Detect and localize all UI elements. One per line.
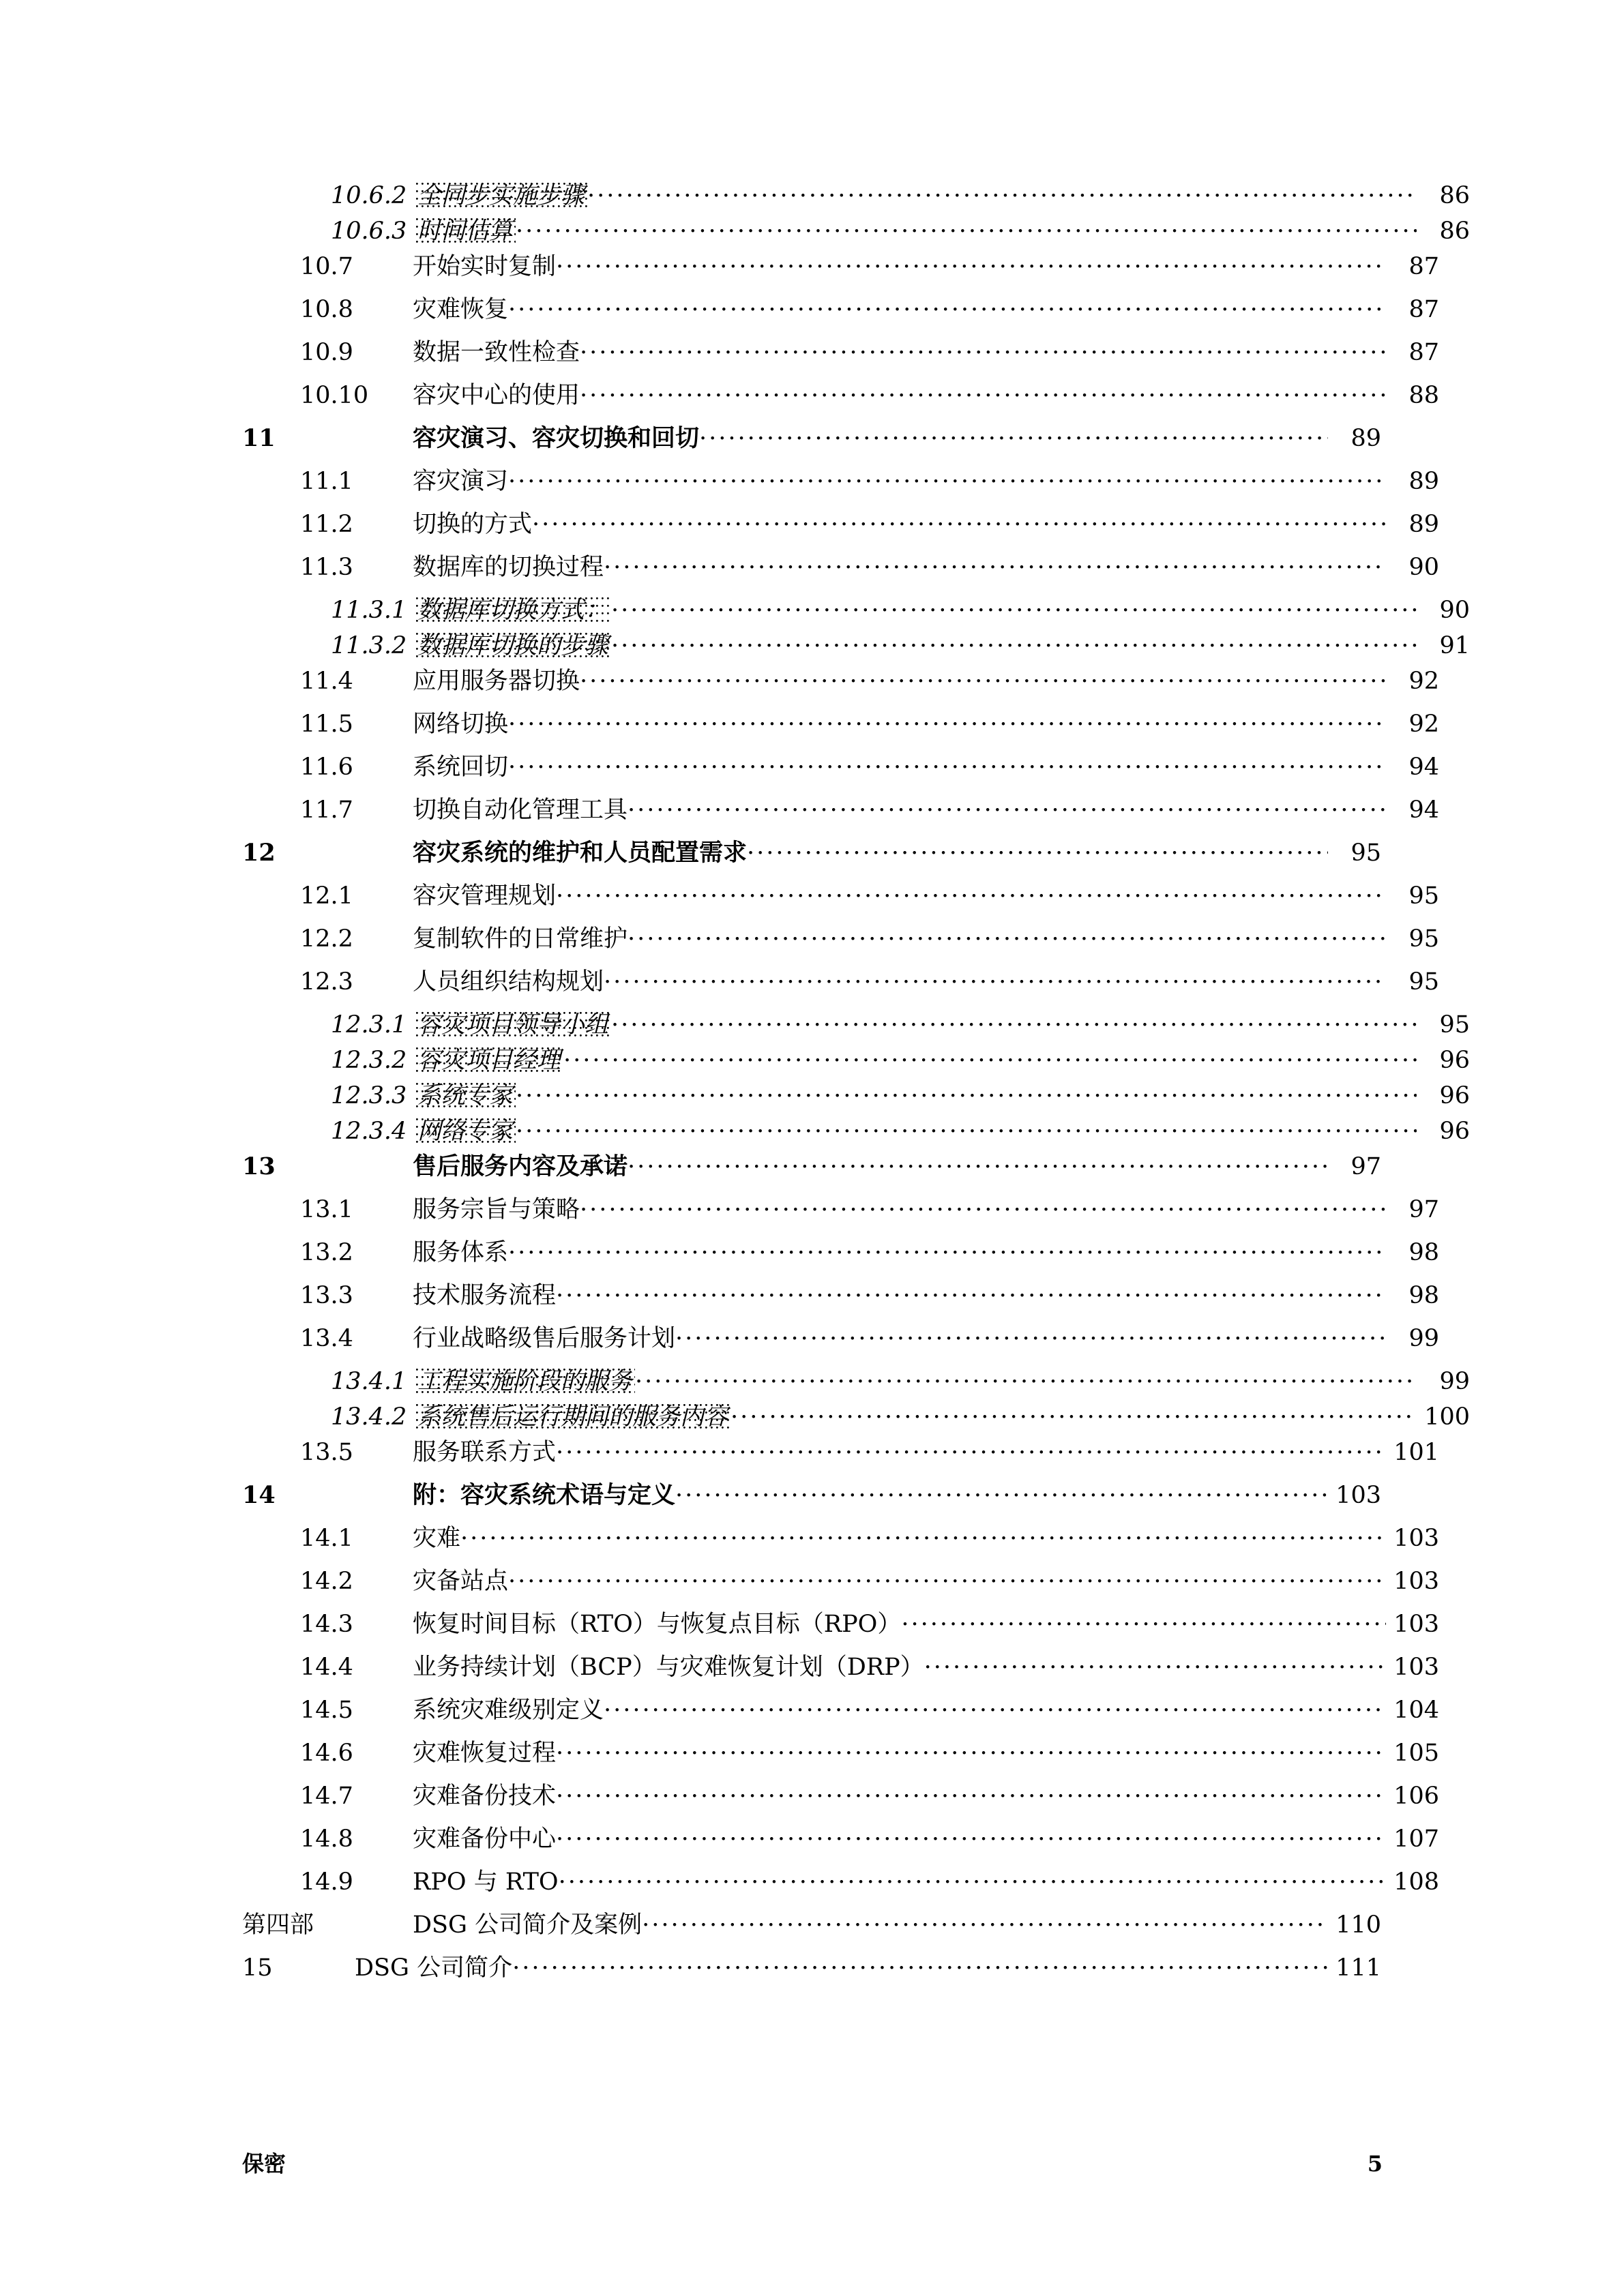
toc-entry-number: 11.7 (300, 796, 353, 824)
toc-entry[interactable] (242, 836, 1381, 879)
toc-entry-page-number: 87 (1408, 296, 1439, 323)
toc-entry-page-number: 90 (1408, 554, 1439, 581)
toc-entry-number: 13.3 (300, 1282, 353, 1309)
toc-dot-leader (508, 750, 1386, 775)
toc-entry-page-number: 99 (1408, 1325, 1439, 1352)
toc-entry-title: 应用服务器切换 (413, 668, 580, 695)
toc-entry[interactable] (242, 378, 1439, 421)
toc-dot-leader (611, 1008, 1417, 1032)
toc-dot-leader (730, 1400, 1417, 1425)
confidentiality-label: 保密 (242, 2151, 286, 2177)
toc-entry[interactable] (242, 664, 1439, 707)
table-of-contents (242, 179, 1470, 1994)
toc-entry-number: 14.9 (300, 1868, 353, 1896)
toc-dot-leader (580, 378, 1386, 403)
toc-entry[interactable] (242, 1008, 1470, 1043)
toc-dot-leader (508, 1564, 1386, 1589)
toc-entry-title: 容灾演习 (413, 468, 509, 495)
toc-entry-title: 服务体系 (413, 1239, 509, 1266)
toc-entry-title: 恢复时间目标（RTO）与恢复点目标（RPO） (413, 1611, 902, 1638)
toc-entry-title: 系统专家 (416, 1083, 516, 1111)
toc-entry-page-number: 107 (1393, 1825, 1439, 1853)
toc-entry-number: 11 (242, 424, 276, 452)
toc-dot-leader (559, 1865, 1386, 1890)
toc-entry-number: 10.6.2 (331, 182, 407, 209)
toc-dot-leader (556, 250, 1386, 274)
toc-entry-title: 技术服务流程 (413, 1282, 557, 1309)
toc-dot-leader (508, 464, 1386, 489)
toc-entry-page-number: 91 (1439, 632, 1470, 659)
toc-entry[interactable] (242, 879, 1439, 922)
toc-entry[interactable] (242, 507, 1439, 550)
toc-dot-leader (556, 1822, 1386, 1847)
toc-entry-number: 12.3 (300, 968, 353, 996)
toc-entry[interactable] (242, 1736, 1439, 1779)
toc-entry-number: 12.1 (300, 882, 353, 910)
toc-entry[interactable] (242, 421, 1381, 464)
toc-dot-leader (516, 1114, 1417, 1139)
toc-entry[interactable] (242, 1236, 1439, 1279)
toc-entry-title: 全同步实施步骤 (416, 183, 587, 211)
toc-entry[interactable] (242, 1865, 1439, 1908)
toc-entry[interactable] (242, 1693, 1439, 1736)
toc-dot-leader (556, 879, 1386, 904)
toc-entry-number: 14.5 (300, 1697, 353, 1724)
toc-entry[interactable] (242, 1114, 1470, 1150)
toc-entry-page-number: 94 (1408, 754, 1439, 781)
toc-dot-leader (635, 1365, 1417, 1389)
toc-dot-leader (460, 1521, 1386, 1546)
toc-entry-title: 系统灾难级别定义 (413, 1697, 604, 1724)
toc-dot-leader (628, 793, 1386, 818)
toc-entry-page-number: 89 (1408, 468, 1439, 495)
toc-entry[interactable] (242, 336, 1439, 378)
toc-entry-number: 11.2 (300, 511, 353, 538)
toc-entry-title: 容灾项目经理 (416, 1047, 563, 1075)
toc-entry-page-number: 92 (1408, 668, 1439, 695)
toc-entry-page-number: 96 (1439, 1047, 1470, 1074)
toc-entry[interactable] (242, 629, 1470, 664)
toc-dot-leader (512, 1951, 1328, 1976)
toc-entry-page-number: 103 (1393, 1654, 1439, 1681)
toc-entry[interactable] (242, 1400, 1470, 1435)
toc-entry-title: 灾难 (413, 1525, 461, 1552)
toc-dot-leader (556, 1736, 1386, 1761)
toc-entry[interactable] (242, 793, 1439, 836)
toc-entry-number: 11.6 (300, 754, 353, 781)
toc-dot-leader (580, 1193, 1386, 1217)
toc-entry-title: 时间估算 (416, 218, 516, 246)
toc-dot-leader (699, 421, 1328, 446)
toc-entry-title: 灾难恢复 (413, 296, 509, 323)
toc-dot-leader (924, 1650, 1386, 1675)
toc-entry-page-number: 98 (1408, 1239, 1439, 1266)
toc-entry-number: 11.4 (300, 668, 353, 695)
toc-dot-leader (675, 1478, 1328, 1503)
toc-dot-leader (516, 214, 1417, 239)
toc-entry-number: 12.3.1 (331, 1011, 407, 1039)
toc-entry[interactable] (242, 1478, 1381, 1521)
toc-dot-leader (628, 1150, 1328, 1174)
toc-dot-leader (611, 593, 1417, 618)
toc-entry-title: 服务宗旨与策略 (413, 1196, 580, 1223)
page-number: 5 (1367, 2151, 1383, 2177)
toc-dot-leader (747, 836, 1328, 861)
toc-entry[interactable] (242, 1607, 1439, 1650)
toc-entry-title: 网络专家 (416, 1118, 516, 1146)
toc-dot-leader (675, 1322, 1386, 1346)
toc-dot-leader (604, 550, 1386, 575)
toc-entry-title: 人员组织结构规划 (413, 968, 604, 996)
toc-entry[interactable] (242, 1322, 1439, 1365)
toc-entry-number: 14.6 (300, 1740, 353, 1767)
toc-entry-number: 14.7 (300, 1783, 353, 1810)
toc-entry-page-number: 87 (1408, 339, 1439, 366)
toc-entry-title: 数据库的切换过程 (413, 554, 604, 581)
toc-entry-number: 第四部 (242, 1911, 314, 1939)
toc-entry-page-number: 97 (1350, 1153, 1381, 1180)
toc-entry-number: 10.8 (300, 296, 353, 323)
page-footer (242, 2147, 1383, 2178)
toc-entry-page-number: 97 (1408, 1196, 1439, 1223)
toc-entry-page-number: 87 (1408, 253, 1439, 280)
toc-entry-number: 10.6.3 (331, 218, 407, 245)
toc-dot-leader (611, 629, 1417, 653)
toc-entry-number: 13.4.2 (331, 1403, 407, 1431)
toc-entry-title: 灾备站点 (413, 1568, 509, 1595)
toc-entry-page-number: 100 (1424, 1403, 1470, 1431)
toc-entry-title: 服务联系方式 (413, 1439, 557, 1466)
toc-entry-page-number: 103 (1335, 1482, 1381, 1509)
toc-dot-leader (508, 707, 1386, 732)
toc-entry-page-number: 103 (1393, 1525, 1439, 1552)
toc-entry[interactable] (242, 250, 1439, 293)
toc-entry[interactable] (242, 750, 1439, 793)
toc-entry-title: 容灾演习、容灾切换和回切 (413, 424, 700, 452)
toc-entry-number: 10.7 (300, 253, 353, 280)
toc-entry-number: 10.9 (300, 339, 353, 366)
toc-entry-page-number: 103 (1393, 1568, 1439, 1595)
toc-entry[interactable] (242, 1043, 1470, 1079)
toc-entry-number: 12.2 (300, 925, 353, 953)
toc-entry-number: 12.3.3 (331, 1082, 407, 1109)
toc-dot-leader (604, 965, 1386, 989)
toc-entry-number: 12.3.2 (331, 1047, 407, 1074)
toc-entry-title: 容灾中心的使用 (413, 382, 580, 409)
toc-entry-title: 容灾系统的维护和人员配置需求 (413, 839, 748, 867)
toc-entry-number: 10.10 (300, 382, 369, 409)
toc-entry-number: 13.5 (300, 1439, 353, 1466)
toc-entry-page-number: 94 (1408, 796, 1439, 824)
toc-entry[interactable] (242, 1951, 1381, 1994)
toc-dot-leader (628, 922, 1386, 946)
toc-entry-title: 工程实施阶段的服务 (416, 1369, 635, 1397)
toc-entry-number: 11.3.2 (331, 632, 407, 659)
toc-entry-number: 12.3.4 (331, 1118, 407, 1145)
toc-entry-title: 行业战略级售后服务计划 (413, 1325, 676, 1352)
toc-entry-title: 网络切换 (413, 711, 509, 738)
toc-entry-page-number: 95 (1408, 882, 1439, 910)
toc-entry-title: 数据库切换的步骤 (416, 633, 611, 661)
toc-entry[interactable] (242, 1650, 1439, 1693)
toc-entry-number: 14.8 (300, 1825, 353, 1853)
toc-entry-number: 11.5 (300, 711, 353, 738)
toc-entry-title: 售后服务内容及承诺 (413, 1152, 628, 1180)
toc-entry-page-number: 95 (1350, 839, 1381, 867)
toc-entry[interactable] (242, 550, 1439, 593)
toc-entry[interactable] (242, 1822, 1439, 1865)
toc-entry-title: 容灾管理规划 (413, 882, 557, 910)
toc-entry-title: 系统售后运行期间的服务内容 (416, 1404, 730, 1432)
toc-entry-title: DSG 公司简介及案例 (413, 1911, 643, 1939)
toc-dot-leader (901, 1607, 1386, 1632)
toc-dot-leader (580, 664, 1386, 689)
toc-entry-title: DSG 公司简介 (355, 1954, 513, 1982)
toc-entry-title: 系统回切 (413, 754, 509, 781)
toc-entry-page-number: 96 (1439, 1118, 1470, 1145)
toc-entry-title: 灾难恢复过程 (413, 1740, 557, 1767)
toc-entry-page-number: 96 (1439, 1082, 1470, 1109)
toc-dot-leader (563, 1043, 1417, 1068)
toc-entry-number: 14.4 (300, 1654, 353, 1681)
toc-entry-page-number: 90 (1439, 597, 1470, 624)
toc-entry-number: 14.3 (300, 1611, 353, 1638)
toc-entry-page-number: 86 (1439, 218, 1470, 245)
toc-dot-leader (556, 1435, 1386, 1460)
toc-entry-page-number: 103 (1393, 1611, 1439, 1638)
toc-entry-number: 13.2 (300, 1239, 353, 1266)
toc-entry-page-number: 101 (1393, 1439, 1439, 1466)
toc-entry-number: 12 (242, 839, 276, 867)
toc-entry[interactable] (242, 1365, 1470, 1400)
toc-entry[interactable] (242, 593, 1470, 629)
toc-entry-page-number: 106 (1393, 1783, 1439, 1810)
toc-dot-leader (532, 507, 1386, 532)
toc-entry[interactable] (242, 214, 1470, 250)
toc-entry-page-number: 95 (1408, 968, 1439, 996)
toc-entry-title: 数据库切换方式： (416, 597, 611, 625)
toc-entry[interactable] (242, 1150, 1381, 1193)
toc-dot-leader (508, 293, 1386, 317)
toc-entry[interactable] (242, 1564, 1439, 1607)
toc-entry-page-number: 108 (1393, 1868, 1439, 1896)
toc-entry[interactable] (242, 464, 1439, 507)
toc-entry-title: 开始实时复制 (413, 253, 557, 280)
toc-entry-number: 14.2 (300, 1568, 353, 1595)
toc-entry[interactable] (242, 1435, 1439, 1478)
toc-entry[interactable] (242, 1279, 1439, 1322)
toc-entry-number: 15 (242, 1954, 273, 1982)
toc-entry-title: 附：容灾系统术语与定义 (413, 1481, 676, 1509)
toc-entry-number: 11.1 (300, 468, 353, 495)
toc-entry-number: 13.1 (300, 1196, 353, 1223)
toc-entry-title: 复制软件的日常维护 (413, 925, 628, 953)
toc-dot-leader (604, 1693, 1386, 1718)
toc-entry[interactable] (242, 179, 1470, 214)
toc-entry[interactable] (242, 965, 1439, 1008)
toc-entry-page-number: 105 (1393, 1740, 1439, 1767)
toc-dot-leader (556, 1779, 1386, 1804)
toc-entry[interactable] (242, 922, 1439, 965)
toc-entry-number: 11.3.1 (331, 597, 407, 624)
toc-entry[interactable] (242, 707, 1439, 750)
toc-entry[interactable] (242, 1779, 1439, 1822)
toc-dot-leader (642, 1908, 1328, 1933)
toc-entry-page-number: 99 (1439, 1368, 1470, 1395)
toc-entry-page-number: 86 (1439, 182, 1470, 209)
toc-entry-number: 13 (242, 1152, 276, 1180)
toc-entry-title: 灾难备份技术 (413, 1783, 557, 1810)
toc-entry-page-number: 95 (1408, 925, 1439, 953)
toc-entry-page-number: 98 (1408, 1282, 1439, 1309)
toc-entry-page-number: 104 (1393, 1697, 1439, 1724)
toc-entry-title: 切换的方式 (413, 511, 533, 538)
toc-entry-number: 11.3 (300, 554, 353, 581)
toc-dot-leader (508, 1236, 1386, 1260)
toc-dot-leader (580, 336, 1386, 360)
toc-entry-page-number: 92 (1408, 711, 1439, 738)
toc-entry[interactable] (242, 293, 1439, 336)
toc-dot-leader (556, 1279, 1386, 1303)
toc-entry[interactable] (242, 1521, 1439, 1564)
toc-dot-leader (516, 1079, 1417, 1103)
toc-entry-page-number: 110 (1335, 1911, 1381, 1939)
toc-entry-title: 数据一致性检查 (413, 339, 580, 366)
toc-entry-number: 13.4 (300, 1325, 353, 1352)
toc-entry-title: 容灾项目领导小组 (416, 1012, 611, 1040)
toc-entry-number: 13.4.1 (331, 1368, 407, 1395)
toc-entry-title: 切换自动化管理工具 (413, 796, 628, 824)
toc-entry-number: 14.1 (300, 1525, 353, 1552)
toc-entry[interactable] (242, 1193, 1439, 1236)
toc-entry-page-number: 95 (1439, 1011, 1470, 1039)
toc-entry[interactable] (242, 1079, 1470, 1114)
toc-entry-page-number: 88 (1408, 382, 1439, 409)
toc-entry-number: 14 (242, 1481, 276, 1509)
toc-entry-title: RPO 与 RTO (413, 1868, 559, 1896)
toc-dot-leader (587, 179, 1417, 203)
toc-entry-page-number: 111 (1335, 1954, 1381, 1982)
toc-entry-title: 灾难备份中心 (413, 1825, 557, 1853)
toc-entry[interactable] (242, 1908, 1381, 1951)
toc-entry-title: 业务持续计划（BCP）与灾难恢复计划（DRP） (413, 1654, 924, 1681)
toc-entry-page-number: 89 (1408, 511, 1439, 538)
toc-entry-page-number: 89 (1350, 425, 1381, 452)
